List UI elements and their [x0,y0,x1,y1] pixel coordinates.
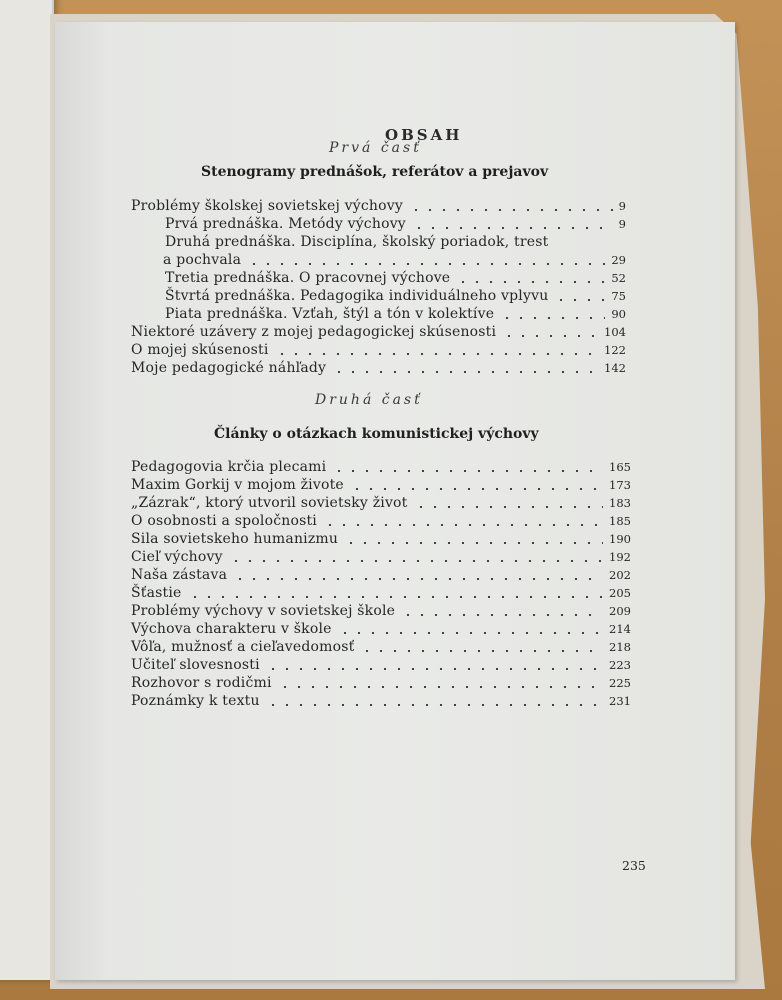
entry-title: Cieľ výchovy [131,549,223,565]
entry-title: Sila sovietskeho humanizmu [131,531,339,547]
entry-page: 29 [611,253,626,267]
dot-leader [266,704,603,706]
entry-page: 190 [609,532,631,546]
entry-page: 75 [611,289,626,303]
entry-title: Problémy školskej sovietskej výchovy [131,198,403,214]
part-2-label: Druhá časť [315,392,423,408]
toc-entry [131,601,631,619]
entry-page: 214 [609,622,631,636]
dot-leader [233,578,603,580]
left-page-edge [0,0,54,980]
dot-leader [188,596,604,598]
entry-page: 142 [604,361,626,375]
toc-entry [131,196,626,214]
entry-page: 223 [609,658,631,672]
entry-page: 90 [611,307,626,321]
toc-entry [165,286,626,304]
dot-leader [456,281,605,283]
toc-entry [131,457,631,475]
toc-entry [131,655,631,673]
contents-title: OBSAH [385,126,463,144]
part-1-label: Prvá časť [329,140,422,156]
entry-title: Tretia prednáška. O pracovnej výchove [165,270,451,286]
entry-title: Šťastie [131,585,182,601]
entry-page: 173 [609,478,631,492]
entry-page: 52 [611,271,626,285]
entry-title: Maxim Gorkij v mojom živote [131,477,344,493]
part-2-heading: Články o otázkach komunistickej výchovy [214,426,539,442]
dot-leader [338,632,603,634]
dot-leader [412,227,613,229]
entry-page: 202 [609,568,631,582]
entry-page: 9 [618,217,626,231]
entry-title: O osobnosti a spoločnosti [131,513,317,529]
entry-title: Štvrtá prednáška. Pedagogika individuálneho vplyvu [165,288,549,304]
toc-entry [165,214,626,232]
dot-leader [350,488,603,490]
entry-page: 231 [609,694,631,708]
entry-title: Moje pedagogické náhľady [131,360,327,376]
toc-entry [131,322,626,340]
entry-title-continued: a pochvala [163,252,242,268]
toc-entry [131,475,631,493]
dot-leader [344,542,603,544]
entry-title: Vôľa, mužnosť a cieľavedomosť [131,639,355,655]
entry-title: Druhá prednáška. Disciplína, školský poriadok, trest [165,234,549,250]
entry-title: Niektoré uzávery z mojej pedagogickej skúsenosti [131,324,497,340]
entry-page: 183 [609,496,631,510]
dot-leader [323,524,603,526]
page-number: 235 [622,858,646,873]
toc-entry [131,583,631,601]
dot-leader [266,668,603,670]
toc-entry [131,511,631,529]
dot-leader [360,650,603,652]
entry-page: 104 [604,325,626,339]
dot-leader [275,353,599,355]
toc-entry [131,565,631,583]
entry-page: 209 [609,604,631,618]
entry-title: Rozhovor s rodičmi [131,675,272,691]
entry-page: 122 [604,343,626,357]
dot-leader [278,686,603,688]
contents-page [55,22,735,980]
toc-entry [131,358,626,376]
toc-entry [131,529,631,547]
entry-page: 165 [609,460,631,474]
entry-page: 185 [609,514,631,528]
dot-leader [401,614,603,616]
dot-leader [500,317,605,319]
toc-entry [131,340,626,358]
entry-title: Výchova charakteru v škole [131,621,332,637]
toc-entry [165,304,626,322]
toc-entry [165,268,626,286]
toc-entry [131,493,631,511]
entry-title: Učiteľ slovesnosti [131,657,260,673]
entry-title: Naša zástava [131,567,228,583]
toc-entry [165,232,626,268]
entry-page: 218 [609,640,631,654]
dot-leader [414,506,604,508]
entry-title: O mojej skúsenosti [131,342,269,358]
dot-leader [332,371,598,373]
dot-leader [409,209,613,211]
entry-title: Pedagogovia krčia plecami [131,459,327,475]
entry-page: 225 [609,676,631,690]
dot-leader [502,335,598,337]
entry-title: „Zázrak“, ktorý utvoril sovietsky život [131,495,408,511]
entry-title: Problémy výchovy v sovietskej škole [131,603,396,619]
toc-entry [131,691,631,709]
entry-page: 192 [609,550,631,564]
part-1-heading: Stenogramy prednášok, referátov a prejavov [201,164,549,180]
dot-leader [554,299,605,301]
toc-entry [131,637,631,655]
dot-leader [247,263,605,265]
dot-leader [229,560,603,562]
toc-entry [131,547,631,565]
entry-page: 9 [618,199,626,213]
entry-title: Prvá prednáška. Metódy výchovy [165,216,406,232]
entry-title: Poznámky k textu [131,693,260,709]
toc-entry [131,673,631,691]
entry-page: 205 [609,586,631,600]
toc-entry [131,619,631,637]
dot-leader [332,470,603,472]
entry-title: Piata prednáška. Vzťah, štýl a tón v kolektíve [165,306,495,322]
